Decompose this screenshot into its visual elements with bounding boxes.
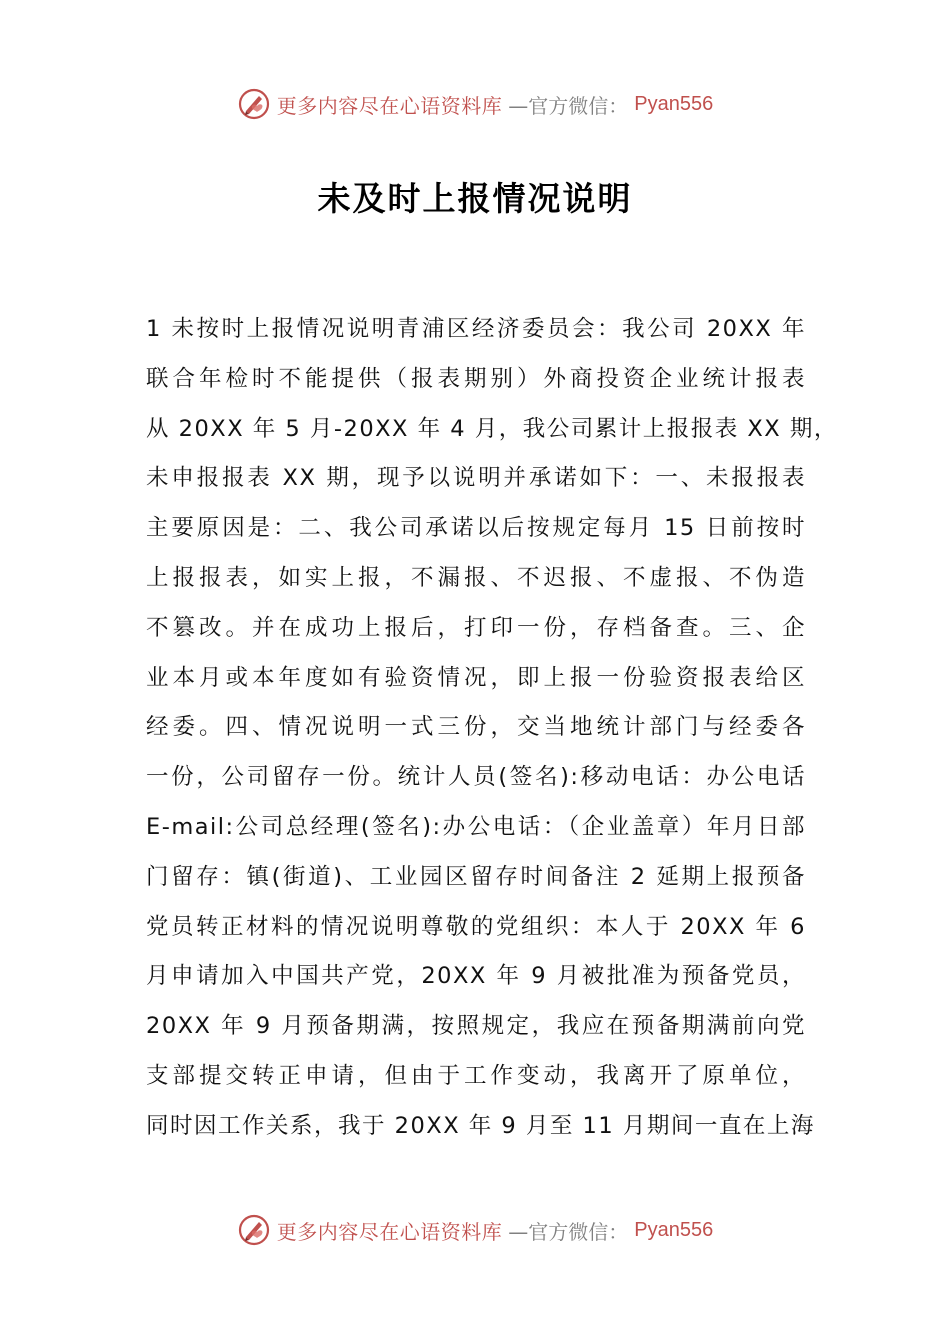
watermark-text: 更多内容尽在心语资料库: [276, 93, 503, 118]
body-line: 同时因工作关系，我于 20XX 年 9 月至 11 月期间一直在上海: [146, 1112, 815, 1139]
pen-heart-icon: [237, 1213, 271, 1247]
body-line: E-mail:公司总经理(签名):办公电话：（企业盖章）年月日部: [146, 813, 806, 840]
watermark-separator: —官方微信：: [508, 93, 629, 118]
body-line: 月申请加入中国共产党，20XX 年 9 月被批准为预备党员，: [146, 963, 806, 990]
watermark-separator: —官方微信：: [508, 1219, 629, 1244]
body-line: 支部提交转正申请，但由于工作变动，我离开了原单位，: [146, 1062, 806, 1089]
body-line: 20XX 年 9 月预备期满，按照规定，我应在预备期满前向党: [146, 1013, 806, 1040]
body-line: 一份，公司留存一份。统计人员(签名):移动电话：办公电话: [146, 764, 806, 791]
body-line: 业本月或本年度如有验资情况，即上报一份验资报表给区: [146, 664, 806, 691]
footer-watermark: [0, 1210, 950, 1250]
watermark-wechat-id: Pyan556: [634, 1218, 714, 1241]
watermark-text: 更多内容尽在心语资料库: [276, 1219, 503, 1244]
pen-heart-icon: [237, 87, 271, 121]
body-line: 上报报表，如实上报，不漏报、不迟报、不虚报、不伪造: [146, 564, 806, 591]
document-title: 未及时上报情况说明: [317, 179, 633, 218]
document-body: [146, 305, 838, 1152]
header-watermark: [0, 84, 950, 124]
body-line: 主要原因是：二、我公司承诺以后按规定每月 15 日前按时: [146, 515, 806, 542]
body-line: 从 20XX 年 5 月-20XX 年 4 月，我公司累计上报报表 XX 期，: [146, 415, 838, 442]
body-line: 党员转正材料的情况说明尊敬的党组织：本人于 20XX 年 6: [146, 913, 806, 940]
body-line: 联合年检时不能提供（报表期别）外商投资企业统计报表: [146, 365, 806, 392]
body-line: 1 未按时上报情况说明青浦区经济委员会：我公司 20XX 年: [146, 316, 806, 342]
body-line: 不篡改。并在成功上报后，打印一份，存档备查。三、企: [146, 614, 806, 641]
body-line: 经委。四、情况说明一式三份，交当地统计部门与经委各: [146, 714, 806, 741]
body-line: 门留存：镇(街道)、工业园区留存时间备注 2 延期上报预备: [146, 863, 806, 890]
watermark-wechat-id: Pyan556: [634, 92, 714, 115]
body-line: 未申报报表 XX 期，现予以说明并承诺如下：一、未报报表: [146, 465, 806, 492]
